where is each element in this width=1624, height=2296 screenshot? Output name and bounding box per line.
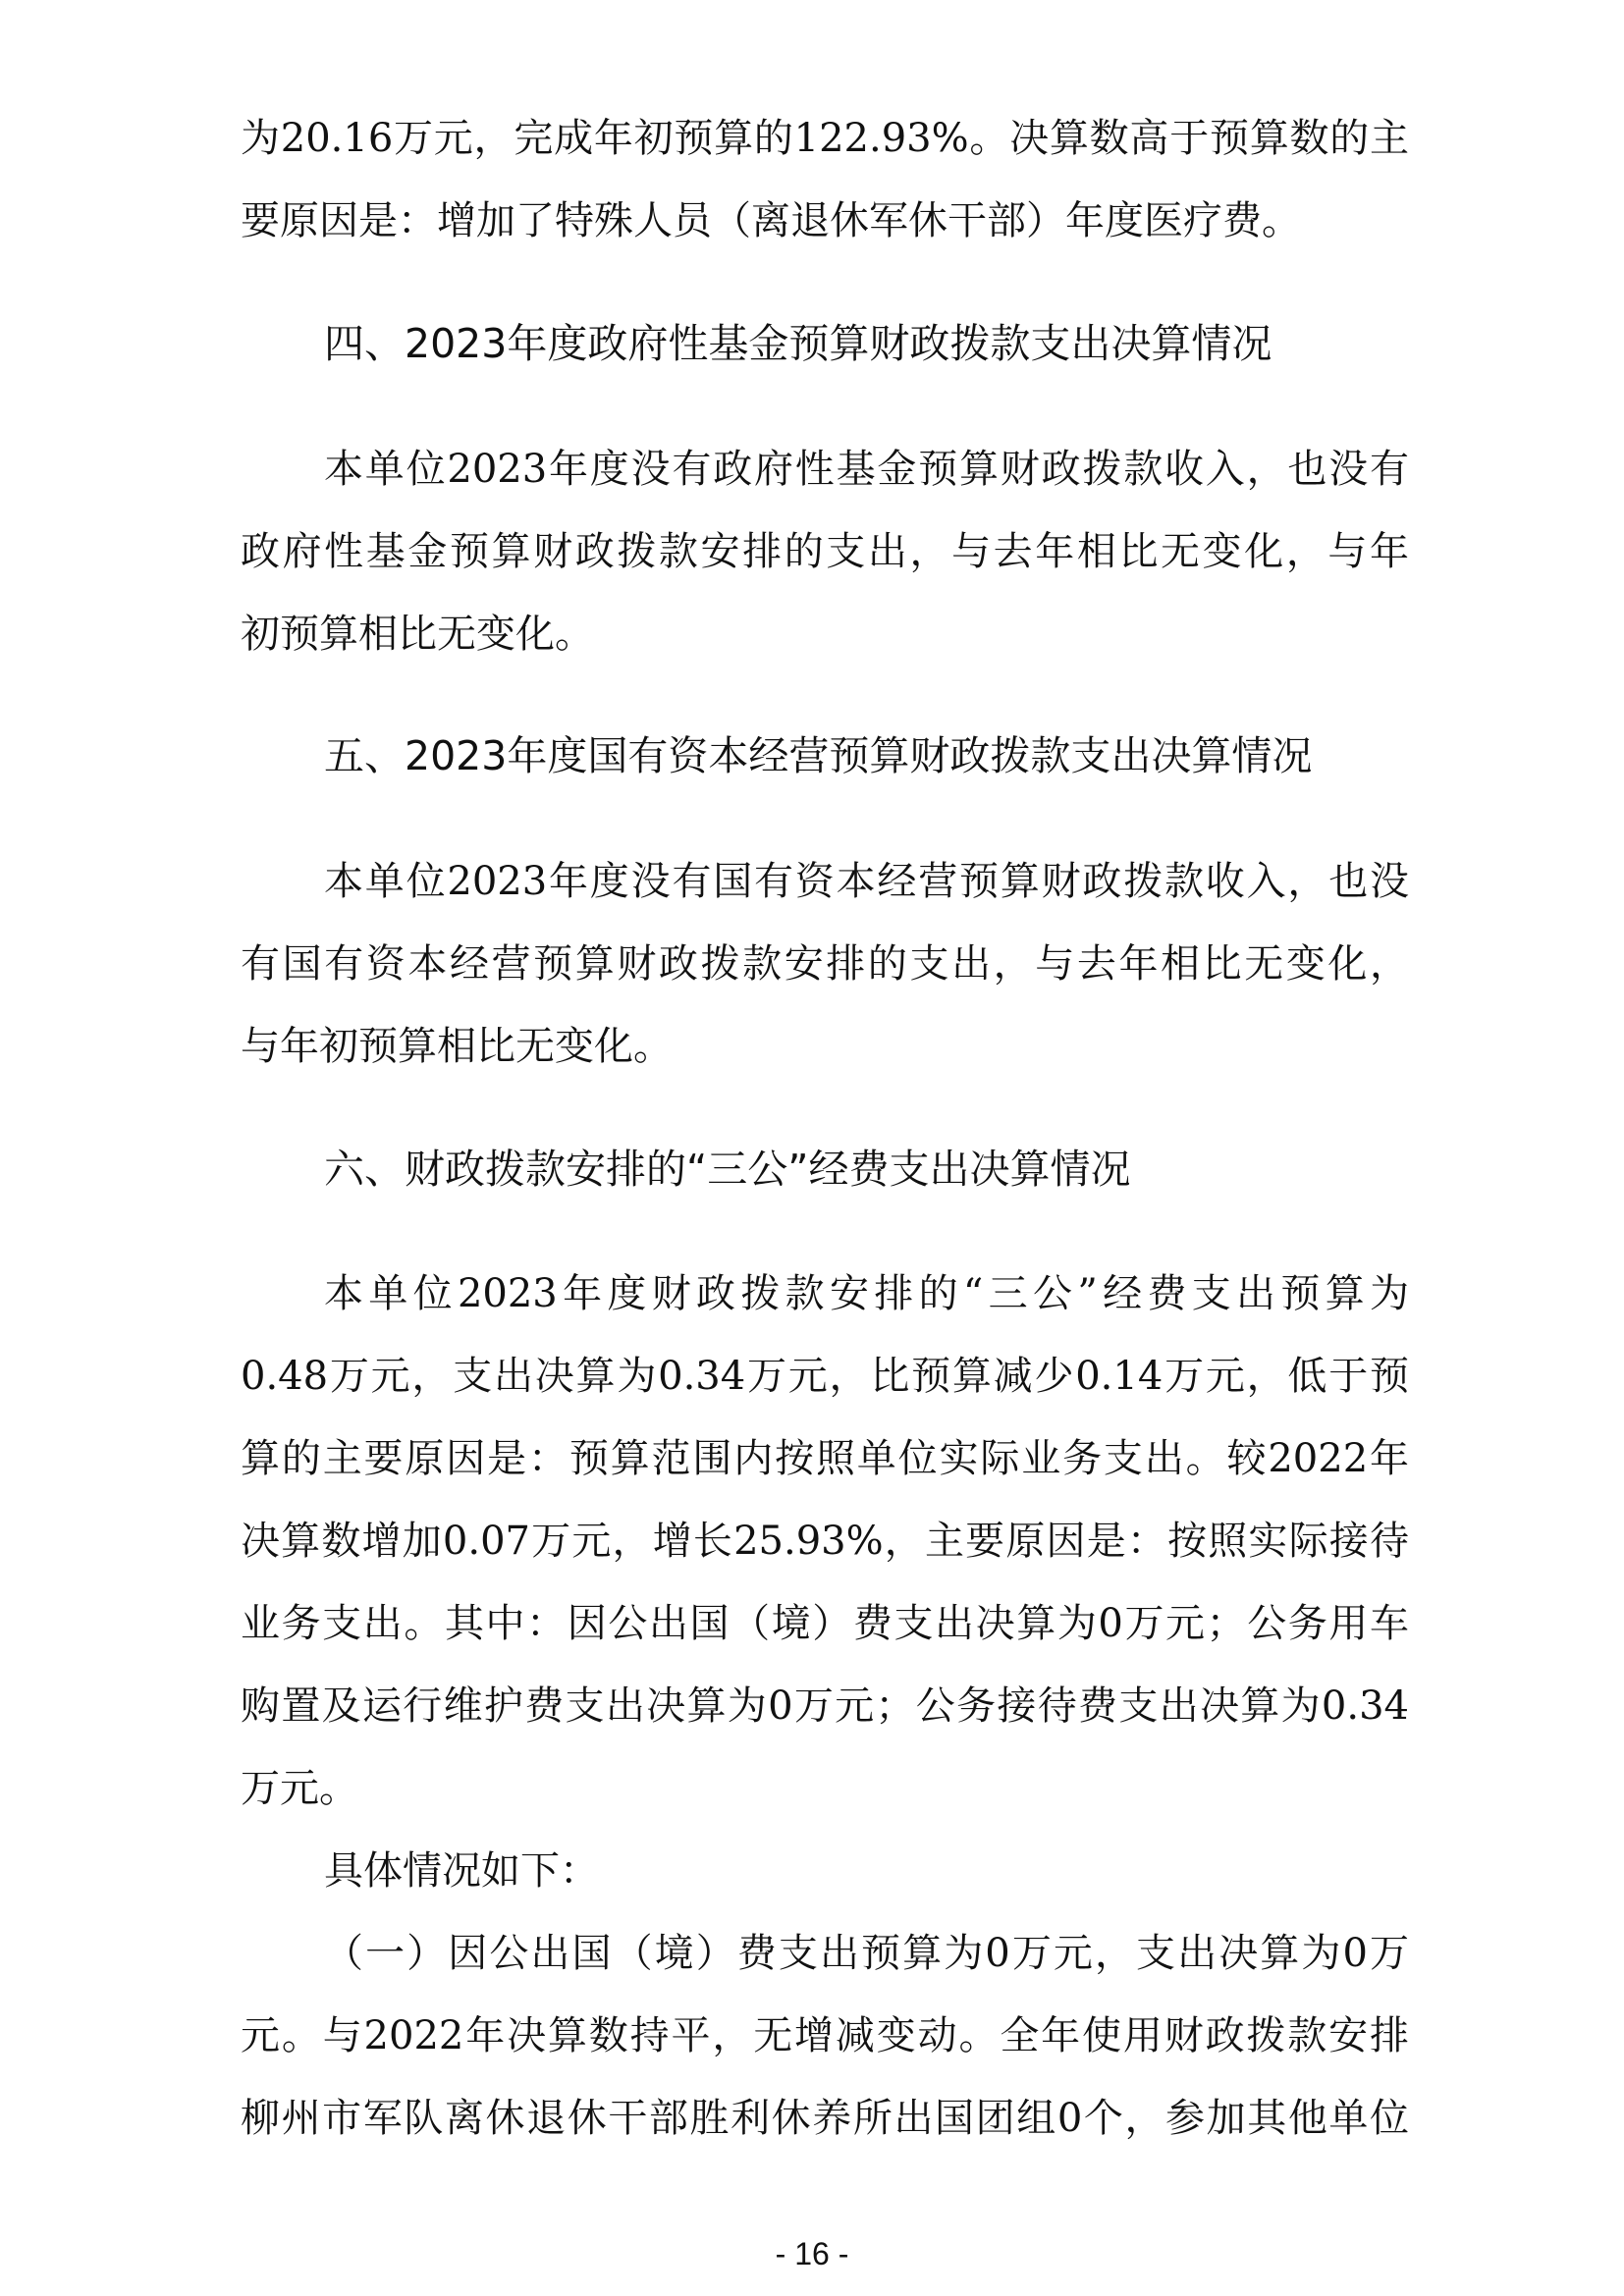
section-heading-5: 五、2023年度国有资本经营预算财政拨款支出决算情况 xyxy=(324,732,1313,779)
body-line: 要原因是：增加了特殊人员（离退休军休干部）年度医疗费。 xyxy=(241,198,1301,243)
section-heading-4: 四、2023年度政府性基金预算财政拨款支出决算情况 xyxy=(324,320,1272,367)
body-line: 万元。 xyxy=(241,1766,358,1811)
body-line: 决算数增加0.07万元，增长25.93%，主要原因是：按照实际接待 xyxy=(241,1519,1409,1564)
page-number: - 16 - xyxy=(775,2236,849,2271)
body-line: 与年初预算相比无变化。 xyxy=(241,1024,673,1069)
body-line: 政府性基金预算财政拨款安排的支出，与去年相比无变化，与年 xyxy=(241,529,1409,574)
body-line: 0.48万元，支出决算为0.34万元，比预算减少0.14万元，低于预 xyxy=(241,1354,1409,1399)
body-line: 购置及运行维护费支出决算为0万元；公务接待费支出决算为0.34 xyxy=(241,1683,1409,1729)
body-line: 本单位2023年度财政拨款安排的“三公”经费支出预算为 xyxy=(324,1271,1409,1316)
body-line: 为20.16万元，完成年初预算的122.93%。决算数高于预算数的主 xyxy=(241,116,1409,161)
body-line: 算的主要原因是：预算范围内按照单位实际业务支出。较2022年 xyxy=(241,1436,1409,1481)
body-line: 业务支出。其中：因公出国（境）费支出决算为0万元；公务用车 xyxy=(241,1601,1409,1646)
body-line: 本单位2023年度没有国有资本经营预算财政拨款收入，也没 xyxy=(324,859,1409,904)
body-line: 有国有资本经营预算财政拨款安排的支出，与去年相比无变化， xyxy=(241,941,1409,987)
body-line: 柳州市军队离休退休干部胜利休养所出国团组0个，参加其他单位 xyxy=(241,2096,1409,2141)
body-line: 初预算相比无变化。 xyxy=(241,612,594,657)
detail-intro: 具体情况如下： xyxy=(324,1848,599,1894)
body-line: 元。与2022年决算数持平，无增减变动。全年使用财政拨款安排 xyxy=(241,2013,1409,2058)
section-heading-6: 六、财政拨款安排的“三公”经费支出决算情况 xyxy=(324,1146,1131,1193)
body-line: （一）因公出国（境）费支出预算为0万元，支出决算为0万 xyxy=(324,1931,1409,1976)
body-line: 本单位2023年度没有政府性基金预算财政拨款收入，也没有 xyxy=(324,447,1409,492)
